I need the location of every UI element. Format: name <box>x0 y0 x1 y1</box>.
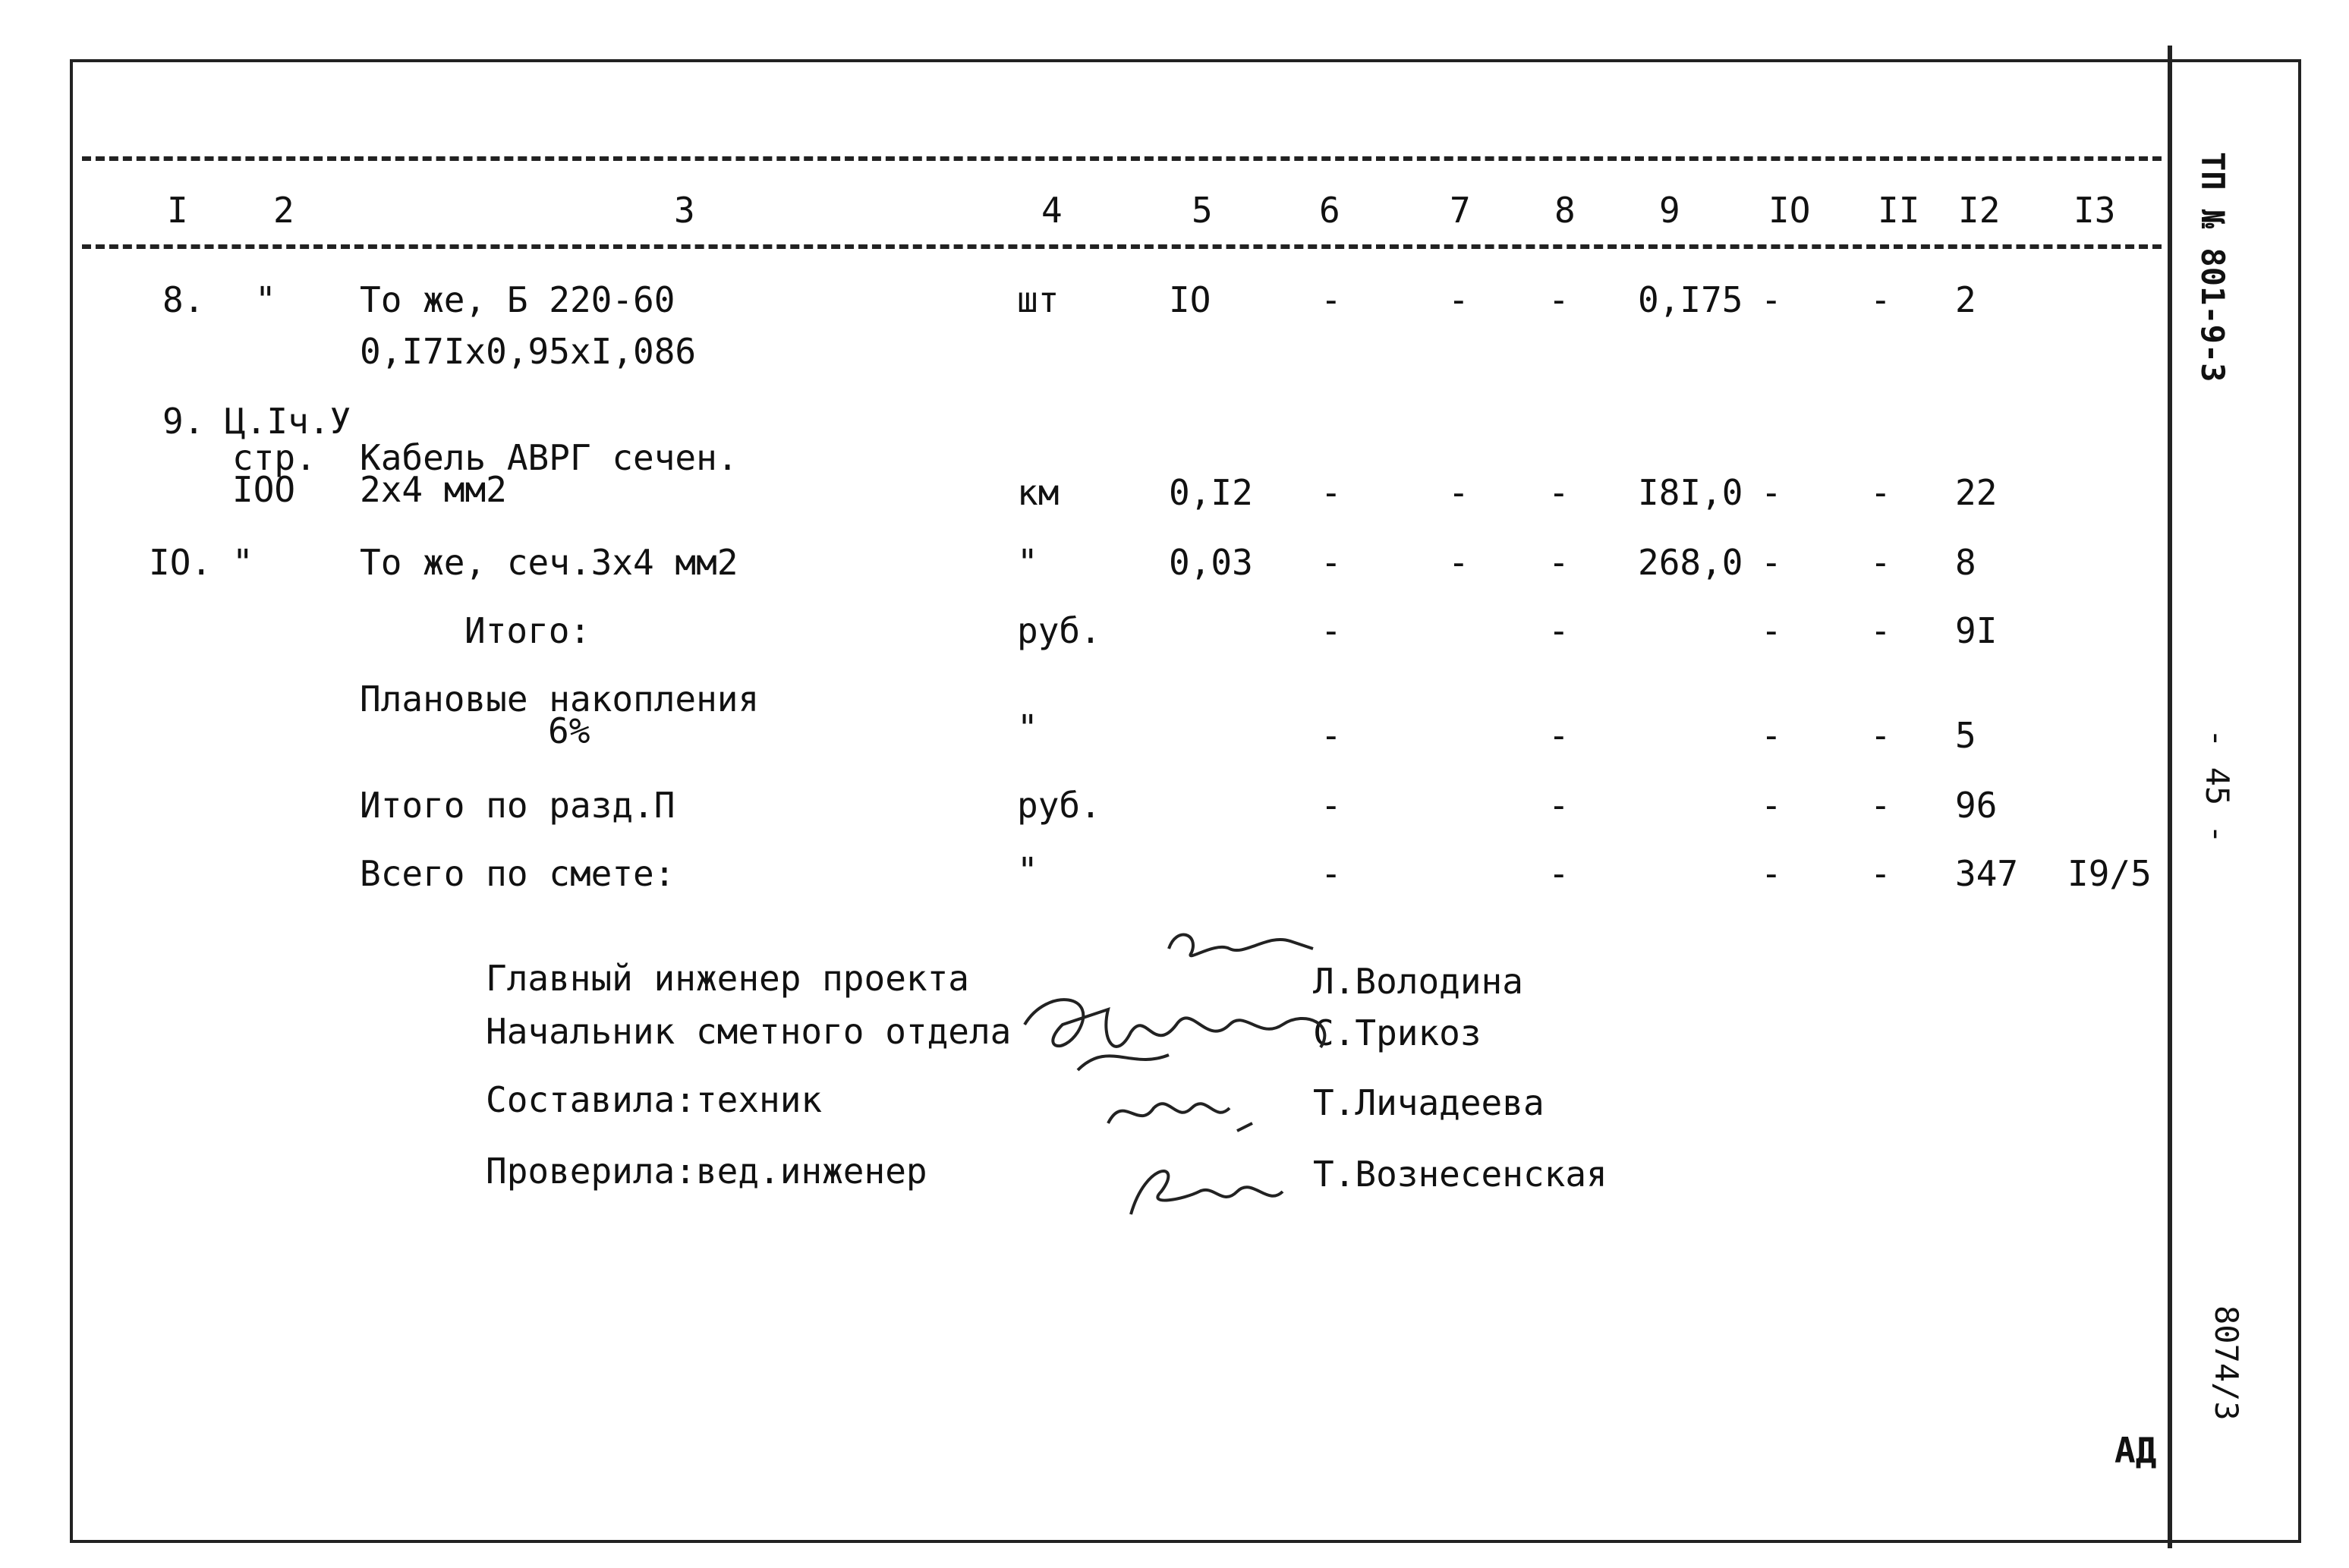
cell: - <box>1321 853 1342 894</box>
cell: 347 <box>1955 853 2019 894</box>
cell: - <box>1761 542 1782 583</box>
cell: - <box>1321 715 1342 756</box>
row-unit: шт <box>1017 279 1060 320</box>
cell: 0,I75 <box>1638 279 1743 320</box>
col-1: I <box>167 190 188 231</box>
signature-role: Главный инженер проекта <box>486 958 969 999</box>
row-source-2: стр. <box>232 437 316 478</box>
cell: - <box>1548 853 1570 894</box>
cell: - <box>1448 279 1469 320</box>
cell: - <box>1548 542 1570 583</box>
cell: 96 <box>1955 785 1998 826</box>
col-8: 8 <box>1554 190 1576 231</box>
cell: " <box>1017 850 1038 891</box>
cell: - <box>1870 279 1891 320</box>
cell: - <box>1448 542 1469 583</box>
signature-name: Л.Володина <box>1313 961 1523 1002</box>
row-qty: IO <box>1169 279 1211 320</box>
signature-name: Т.Личадеева <box>1313 1082 1544 1123</box>
row-name-2: 0,I7Ix0,95xI,086 <box>360 331 697 372</box>
row-qty: 0,I2 <box>1169 472 1253 513</box>
row-source-3: IOO <box>232 469 296 510</box>
header-top-rule <box>82 156 2162 161</box>
col-5: 5 <box>1192 190 1213 231</box>
cell: I8I,0 <box>1638 472 1743 513</box>
signature-name: С.Трикоз <box>1313 1012 1482 1053</box>
cell: 5 <box>1955 715 1976 756</box>
row-source: Ц.Iч.У <box>225 401 351 442</box>
cell: - <box>1321 542 1342 583</box>
sidebar-divider <box>2168 46 2172 1548</box>
archive-number: 8074/3 <box>2208 1305 2245 1421</box>
cell: - <box>1548 279 1570 320</box>
cell: I9/5 <box>2067 853 2152 894</box>
cell: " <box>1017 707 1038 748</box>
cell: - <box>1321 610 1342 651</box>
cell: - <box>1761 785 1782 826</box>
cell: - <box>1870 853 1891 894</box>
row-name: Кабель АВРГ сечен. <box>360 437 738 478</box>
totals-label: Итого по разд.П <box>360 785 675 826</box>
cell: - <box>1870 785 1891 826</box>
col-9: 9 <box>1659 190 1680 231</box>
cell: 2 <box>1955 279 1976 320</box>
row-name-2: 2x4 мм2 <box>360 469 507 510</box>
header-bottom-rule <box>82 244 2162 249</box>
col-12: I2 <box>1958 190 2001 231</box>
totals-label: Итого: <box>464 610 591 651</box>
col-3: 3 <box>674 190 695 231</box>
handwritten-signature <box>1101 1078 1283 1146</box>
cell: - <box>1448 472 1469 513</box>
col-10: IO <box>1768 190 1811 231</box>
cell: - <box>1870 610 1891 651</box>
cell: 268,0 <box>1638 542 1743 583</box>
signature-role: Проверила:вед.инженер <box>486 1151 927 1192</box>
row-source: " <box>232 542 253 583</box>
row-source: " <box>255 279 276 320</box>
cell: 22 <box>1955 472 1998 513</box>
cell: - <box>1548 472 1570 513</box>
cell: - <box>1548 610 1570 651</box>
page-number: - 45 - <box>2199 729 2236 844</box>
col-2: 2 <box>273 190 294 231</box>
totals-label-2: 6% <box>548 710 590 751</box>
handwritten-signature <box>1017 979 1351 1085</box>
col-4: 4 <box>1041 190 1063 231</box>
cell: - <box>1548 785 1570 826</box>
col-7: 7 <box>1450 190 1471 231</box>
stamp-label: АД <box>2114 1430 2157 1471</box>
totals-label: Всего по смете: <box>360 853 675 894</box>
row-name: То же, сеч.3x4 мм2 <box>360 542 738 583</box>
cell: руб. <box>1017 610 1101 651</box>
handwritten-signature <box>1116 1146 1298 1230</box>
cell: - <box>1761 715 1782 756</box>
cell: 9I <box>1955 610 1998 651</box>
cell: - <box>1761 279 1782 320</box>
cell: руб. <box>1017 785 1101 826</box>
totals-label: Плановые накопления <box>360 679 760 719</box>
col-11: II <box>1878 190 1920 231</box>
cell: - <box>1761 610 1782 651</box>
cell: - <box>1321 785 1342 826</box>
cell: - <box>1321 472 1342 513</box>
col-6: 6 <box>1319 190 1340 231</box>
cell: - <box>1548 715 1570 756</box>
signature-role: Составила:техник <box>486 1079 823 1120</box>
row-number: IO. <box>149 542 213 583</box>
cell: - <box>1761 472 1782 513</box>
cell: - <box>1870 472 1891 513</box>
document-code: ТП № 801-9-3 <box>2194 152 2231 383</box>
handwritten-signature <box>1154 918 1328 987</box>
col-13: I3 <box>2073 190 2116 231</box>
cell: - <box>1870 542 1891 583</box>
signature-role: Начальник сметного отдела <box>486 1011 1012 1052</box>
row-name: То же, Б 220-60 <box>360 279 675 320</box>
signature-name: Т.Вознесенская <box>1313 1154 1607 1195</box>
row-unit: км <box>1017 472 1060 513</box>
cell: - <box>1761 853 1782 894</box>
cell: 8 <box>1955 542 1976 583</box>
row-qty: 0,03 <box>1169 542 1253 583</box>
row-unit: " <box>1017 542 1038 583</box>
row-number: 9. <box>162 401 205 442</box>
row-number: 8. <box>162 279 205 320</box>
cell: - <box>1870 715 1891 756</box>
cell: - <box>1321 279 1342 320</box>
